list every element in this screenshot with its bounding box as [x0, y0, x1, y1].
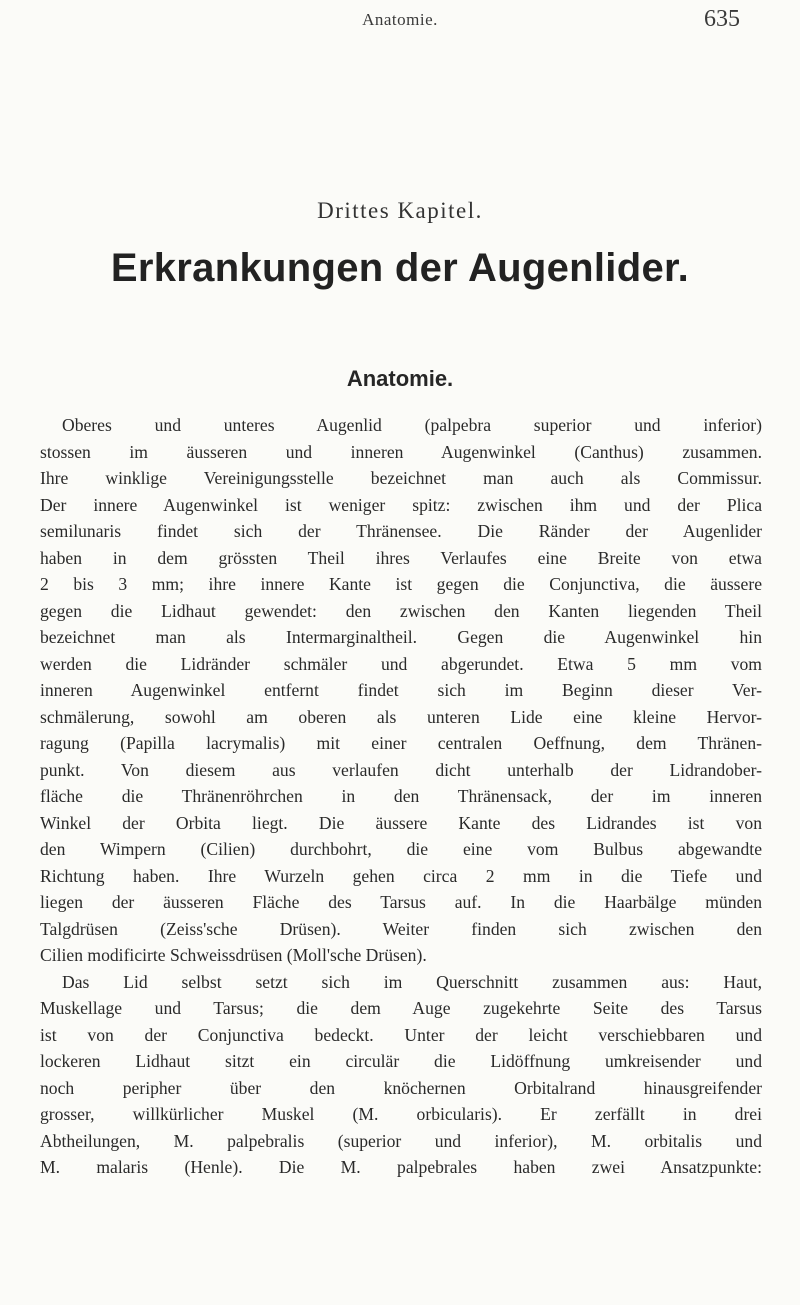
- text-line: Oberes und unteres Augenlid (palpebra superior und inferior): [62, 415, 762, 435]
- text-line: schmälerung, sowohl am oberen als unteren Lide eine kleine Hervor-: [40, 706, 762, 727]
- text-line: 2 bis 3 mm; ihre innere Kante ist gegen die Conjunctiva, die äussere: [40, 574, 762, 594]
- text-line: punkt. Von diesem aus verlaufen dicht unterhalb der Lidrandober-: [40, 759, 762, 780]
- text-line: ragung (Papilla lacrymalis) mit einer centralen Oeffnung, dem Thränen-: [40, 733, 762, 753]
- text-line: ist von der Conjunctiva bedeckt. Unter der leicht verschiebbaren und: [40, 1024, 762, 1045]
- running-head: [0, 6, 800, 38]
- text-line: haben in dem grössten Theil ihres Verlaufes eine Breite von etwa: [40, 547, 762, 568]
- text-line: Abtheilungen, M. palpebralis (superior und inferior), M. orbitalis und: [40, 1130, 762, 1151]
- text-line: Der innere Augenwinkel ist weniger spitz: zwischen ihm und der Plica: [40, 494, 762, 515]
- text-line: stossen im äusseren und inneren Augenwinkel (Canthus) zusammen.: [40, 441, 762, 462]
- text-line: gegen die Lidhaut gewendet: den zwischen den Kanten liegenden Theil: [40, 600, 762, 621]
- section-title: Anatomie.: [346, 366, 454, 391]
- text-line: Cilien modificirte Schweissdrüsen (Moll'sche Drüsen).: [40, 945, 427, 965]
- text-line: Talgdrüsen (Zeiss'sche Drüsen). Weiter finden sich zwischen den: [40, 918, 762, 939]
- text-line: fläche die Thränenröhrchen in den Thränensack, der im inneren: [40, 786, 762, 806]
- text-line: bezeichnet man als Intermarginaltheil. Gegen die Augenwinkel hin: [40, 627, 762, 647]
- text-line: Ihre winklige Vereinigungsstelle bezeichnet man auch als Commissur.: [40, 468, 762, 488]
- page-number: 635: [704, 6, 740, 32]
- text-line: grosser, willkürlicher Muskel (M. orbicularis). Er zerfällt in drei: [40, 1104, 762, 1124]
- text-line: inneren Augenwinkel entfernt findet sich im Beginn dieser Ver-: [40, 680, 762, 700]
- chapter-title: Erkrankungen der Augenlider.: [110, 246, 690, 290]
- text-line: lockeren Lidhaut sitzt ein circulär die Lidöffnung umkreisender und: [40, 1051, 762, 1071]
- text-line: Richtung haben. Ihre Wurzeln gehen circa 2 mm in die Tiefe und: [40, 865, 762, 886]
- text-line: semilunaris findet sich der Thränensee. Die Ränder der Augenlider: [40, 521, 762, 541]
- text-line: Winkel der Orbita liegt. Die äussere Kante des Lidrandes ist von: [40, 812, 762, 833]
- body-text: [40, 412, 762, 1181]
- chapter-label: Drittes Kapitel.: [317, 198, 483, 223]
- text-line: Das Lid selbst setzt sich im Querschnitt zusammen aus: Haut,: [62, 971, 762, 992]
- text-line: den Wimpern (Cilien) durchbohrt, die eine vom Bulbus abgewandte: [40, 839, 762, 859]
- text-line: Muskellage und Tarsus; die dem Auge zugekehrte Seite des Tarsus: [40, 998, 762, 1018]
- text-line: noch peripher über den knöchernen Orbitalrand hinausgreifender: [40, 1077, 762, 1098]
- running-title: Anatomie.: [362, 10, 438, 29]
- text-line: M. malaris (Henle). Die M. palpebrales haben zwei Ansatzpunkte:: [40, 1157, 762, 1177]
- text-line: liegen der äusseren Fläche des Tarsus auf. In die Haarbälge münden: [40, 892, 762, 912]
- text-line: werden die Lidränder schmäler und abgerundet. Etwa 5 mm vom: [40, 653, 762, 674]
